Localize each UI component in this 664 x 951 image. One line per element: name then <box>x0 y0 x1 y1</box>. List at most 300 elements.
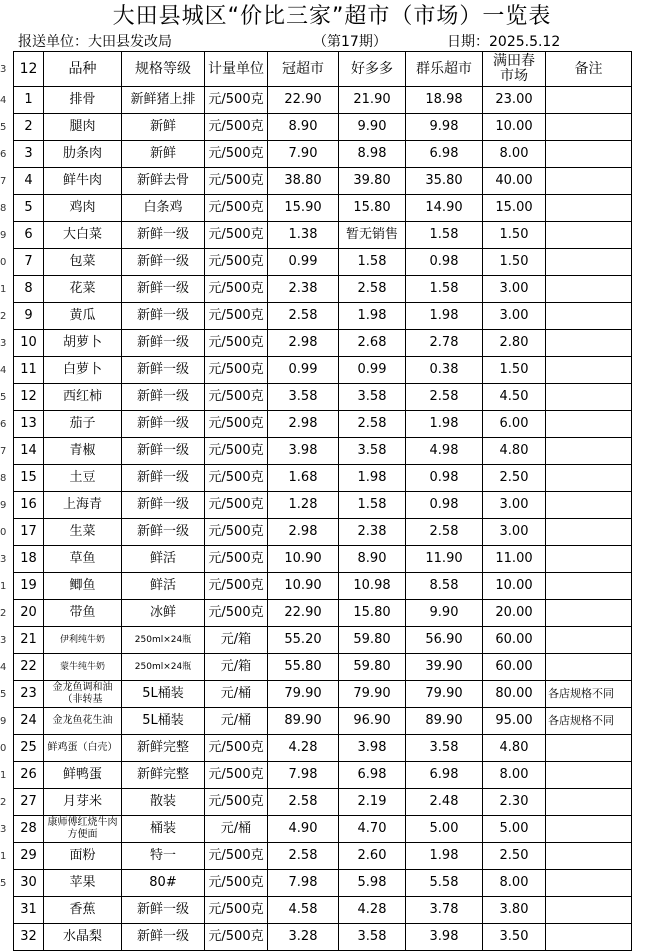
note <box>546 654 632 681</box>
measure-unit: 元/500克 <box>205 735 268 762</box>
measure-unit: 元/500克 <box>205 168 268 195</box>
price-store-3: 0.98 <box>406 492 483 519</box>
item-name: 生菜 <box>44 519 122 546</box>
header-store-3: 群乐超市 <box>406 52 483 87</box>
price-store-3: 89.90 <box>406 708 483 735</box>
price-store-2: 2.58 <box>339 276 406 303</box>
row-number: 3 <box>0 634 7 646</box>
price-store-1: 1.68 <box>268 465 339 492</box>
row-number: 5 <box>0 877 7 889</box>
price-store-3: 0.38 <box>406 357 483 384</box>
row-number: 0 <box>0 256 7 268</box>
note <box>546 195 632 222</box>
price-store-4: 10.00 <box>483 114 546 141</box>
spec-grade: 新鲜去骨 <box>122 168 205 195</box>
price-store-1: 15.90 <box>268 195 339 222</box>
row-index: 9 <box>14 303 44 330</box>
item-name: 金龙鱼调和油（非转基 <box>44 681 122 708</box>
item-name: 土豆 <box>44 465 122 492</box>
row-number: 1 <box>0 580 7 592</box>
table-row <box>14 141 632 168</box>
price-store-1: 2.98 <box>268 330 339 357</box>
row-index: 21 <box>14 627 44 654</box>
row-number: 5 <box>0 688 7 700</box>
table-row <box>14 222 632 249</box>
table-row <box>14 735 632 762</box>
note <box>546 924 632 951</box>
measure-unit: 元/500克 <box>205 222 268 249</box>
price-store-1: 0.99 <box>268 357 339 384</box>
row-index: 32 <box>14 924 44 951</box>
price-store-1: 4.28 <box>268 735 339 762</box>
price-store-2: 9.90 <box>339 114 406 141</box>
price-store-1: 10.90 <box>268 546 339 573</box>
note <box>546 222 632 249</box>
price-store-3: 18.98 <box>406 87 483 114</box>
spec-grade: 散装 <box>122 789 205 816</box>
price-store-3: 5.00 <box>406 816 483 843</box>
price-table <box>13 51 632 951</box>
item-name: 胡萝卜 <box>44 330 122 357</box>
price-store-1: 89.90 <box>268 708 339 735</box>
row-index: 29 <box>14 843 44 870</box>
spec-grade: 新鲜 <box>122 141 205 168</box>
note <box>546 87 632 114</box>
price-store-2: 59.80 <box>339 627 406 654</box>
item-name: 花菜 <box>44 276 122 303</box>
price-store-2: 1.58 <box>339 249 406 276</box>
item-name: 西红柿 <box>44 384 122 411</box>
note <box>546 411 632 438</box>
item-name: 带鱼 <box>44 600 122 627</box>
price-store-3: 3.58 <box>406 735 483 762</box>
spec-grade: 新鲜一级 <box>122 924 205 951</box>
measure-unit: 元/500克 <box>205 249 268 276</box>
price-store-1: 79.90 <box>268 681 339 708</box>
row-index: 23 <box>14 681 44 708</box>
row-number: 1 <box>0 769 7 781</box>
table-row <box>14 330 632 357</box>
price-store-4: 20.00 <box>483 600 546 627</box>
price-store-4: 3.50 <box>483 924 546 951</box>
price-store-1: 7.90 <box>268 141 339 168</box>
row-number: 1 <box>0 850 7 862</box>
spec-grade: 250ml×24瓶 <box>122 627 205 654</box>
note <box>546 600 632 627</box>
price-store-3: 2.58 <box>406 384 483 411</box>
row-index: 31 <box>14 897 44 924</box>
table-row <box>14 168 632 195</box>
price-store-3: 1.98 <box>406 303 483 330</box>
header-store-2: 好多多 <box>339 52 406 87</box>
price-store-1: 3.58 <box>268 384 339 411</box>
measure-unit: 元/500克 <box>205 357 268 384</box>
price-store-2: 5.98 <box>339 870 406 897</box>
row-number: 4 <box>0 364 7 376</box>
row-index: 20 <box>14 600 44 627</box>
measure-unit: 元/500克 <box>205 276 268 303</box>
measure-unit: 元/箱 <box>205 654 268 681</box>
price-store-3: 2.78 <box>406 330 483 357</box>
row-number: 2 <box>0 310 7 322</box>
header-store-4: 满田春市场 <box>483 52 546 87</box>
price-store-1: 55.20 <box>268 627 339 654</box>
price-store-4: 4.80 <box>483 735 546 762</box>
measure-unit: 元/500克 <box>205 546 268 573</box>
note <box>546 546 632 573</box>
price-store-4: 4.50 <box>483 384 546 411</box>
price-store-3: 79.90 <box>406 681 483 708</box>
price-store-4: 6.00 <box>483 411 546 438</box>
spec-grade: 新鲜一级 <box>122 438 205 465</box>
measure-unit: 元/500克 <box>205 438 268 465</box>
note <box>546 438 632 465</box>
price-store-1: 8.90 <box>268 114 339 141</box>
row-index: 1 <box>14 87 44 114</box>
table-row <box>14 789 632 816</box>
spec-grade: 新鲜一级 <box>122 330 205 357</box>
price-store-4: 10.00 <box>483 573 546 600</box>
note <box>546 168 632 195</box>
note <box>546 762 632 789</box>
table-row <box>14 87 632 114</box>
price-store-1: 4.90 <box>268 816 339 843</box>
item-name: 面粉 <box>44 843 122 870</box>
spec-grade: 白条鸡 <box>122 195 205 222</box>
note <box>546 276 632 303</box>
note <box>546 384 632 411</box>
item-name: 包菜 <box>44 249 122 276</box>
price-store-1: 3.98 <box>268 438 339 465</box>
spec-grade: 新鲜一级 <box>122 492 205 519</box>
price-store-4: 2.50 <box>483 843 546 870</box>
item-name: 金龙鱼花生油 <box>44 708 122 735</box>
price-store-4: 3.00 <box>483 492 546 519</box>
header-store-1: 冠超市 <box>268 52 339 87</box>
measure-unit: 元/500克 <box>205 924 268 951</box>
price-store-3: 14.90 <box>406 195 483 222</box>
row-number: 2 <box>0 607 7 619</box>
row-index: 28 <box>14 816 44 843</box>
table-row <box>14 384 632 411</box>
spec-grade: 新鲜一级 <box>122 276 205 303</box>
row-index: 8 <box>14 276 44 303</box>
price-store-2: 6.98 <box>339 762 406 789</box>
table-row <box>14 843 632 870</box>
price-store-1: 4.58 <box>268 897 339 924</box>
row-index: 17 <box>14 519 44 546</box>
price-store-2: 21.90 <box>339 87 406 114</box>
header-index: 12 <box>14 52 44 87</box>
price-store-4: 1.50 <box>483 222 546 249</box>
table-row <box>14 897 632 924</box>
table-row <box>14 195 632 222</box>
row-index: 30 <box>14 870 44 897</box>
price-store-4: 95.00 <box>483 708 546 735</box>
price-store-2: 0.99 <box>339 357 406 384</box>
note <box>546 816 632 843</box>
price-store-2: 79.90 <box>339 681 406 708</box>
price-store-2: 2.58 <box>339 411 406 438</box>
measure-unit: 元/500克 <box>205 843 268 870</box>
header-measure-unit: 计量单位 <box>205 52 268 87</box>
item-name: 苹果 <box>44 870 122 897</box>
price-store-3: 3.98 <box>406 924 483 951</box>
table-row <box>14 654 632 681</box>
price-store-3: 2.58 <box>406 519 483 546</box>
price-store-4: 11.00 <box>483 546 546 573</box>
price-store-1: 2.58 <box>268 789 339 816</box>
row-number: 9 <box>0 229 7 241</box>
measure-unit: 元/500克 <box>205 762 268 789</box>
spec-grade: 5L桶装 <box>122 708 205 735</box>
price-store-2: 39.80 <box>339 168 406 195</box>
price-store-3: 11.90 <box>406 546 483 573</box>
row-index: 11 <box>14 357 44 384</box>
spec-grade: 新鲜一级 <box>122 897 205 924</box>
note <box>546 870 632 897</box>
price-store-4: 80.00 <box>483 681 546 708</box>
spec-grade: 鲜活 <box>122 573 205 600</box>
price-store-3: 39.90 <box>406 654 483 681</box>
spec-grade: 新鲜一级 <box>122 303 205 330</box>
row-index: 26 <box>14 762 44 789</box>
table-row <box>14 870 632 897</box>
row-index: 2 <box>14 114 44 141</box>
row-index: 14 <box>14 438 44 465</box>
spec-grade: 新鲜 <box>122 114 205 141</box>
spec-grade: 新鲜一级 <box>122 249 205 276</box>
table-row <box>14 492 632 519</box>
row-number: 6 <box>0 418 7 430</box>
row-index: 18 <box>14 546 44 573</box>
note <box>546 465 632 492</box>
note <box>546 843 632 870</box>
row-number: 3 <box>0 823 7 835</box>
price-store-4: 3.80 <box>483 897 546 924</box>
row-index: 6 <box>14 222 44 249</box>
item-name: 鲜鸡蛋（白壳） <box>44 735 122 762</box>
note <box>546 141 632 168</box>
measure-unit: 元/500克 <box>205 519 268 546</box>
price-store-3: 0.98 <box>406 249 483 276</box>
table-row <box>14 519 632 546</box>
price-store-1: 2.58 <box>268 843 339 870</box>
row-number: 3 <box>0 63 7 75</box>
note <box>546 492 632 519</box>
measure-unit: 元/500克 <box>205 303 268 330</box>
price-store-2: 2.38 <box>339 519 406 546</box>
measure-unit: 元/桶 <box>205 708 268 735</box>
table-row <box>14 438 632 465</box>
price-store-2: 15.80 <box>339 195 406 222</box>
row-number: 4 <box>0 661 7 673</box>
table-row <box>14 357 632 384</box>
row-number: 9 <box>0 499 7 511</box>
price-store-3: 3.78 <box>406 897 483 924</box>
item-name: 茄子 <box>44 411 122 438</box>
row-number: 7 <box>0 175 7 187</box>
spec-grade: 特一 <box>122 843 205 870</box>
item-name: 肋条肉 <box>44 141 122 168</box>
price-store-3: 5.58 <box>406 870 483 897</box>
measure-unit: 元/500克 <box>205 492 268 519</box>
note <box>546 897 632 924</box>
item-name: 上海青 <box>44 492 122 519</box>
spec-grade: 新鲜完整 <box>122 735 205 762</box>
price-store-4: 40.00 <box>483 168 546 195</box>
measure-unit: 元/桶 <box>205 816 268 843</box>
price-store-3: 0.98 <box>406 465 483 492</box>
row-index: 15 <box>14 465 44 492</box>
measure-unit: 元/500克 <box>205 573 268 600</box>
price-store-1: 2.58 <box>268 303 339 330</box>
measure-unit: 元/500克 <box>205 330 268 357</box>
price-store-1: 1.38 <box>268 222 339 249</box>
price-store-2: 1.98 <box>339 465 406 492</box>
row-number: 8 <box>0 472 7 484</box>
header-spec: 规格等级 <box>122 52 205 87</box>
price-store-3: 35.80 <box>406 168 483 195</box>
item-name: 大白菜 <box>44 222 122 249</box>
spec-grade: 新鲜猪上排 <box>122 87 205 114</box>
spec-grade: 鲜活 <box>122 546 205 573</box>
price-store-4: 8.00 <box>483 141 546 168</box>
price-store-3: 8.58 <box>406 573 483 600</box>
item-name: 鲫鱼 <box>44 573 122 600</box>
table-row <box>14 249 632 276</box>
price-store-4: 3.00 <box>483 276 546 303</box>
measure-unit: 元/500克 <box>205 384 268 411</box>
price-store-3: 56.90 <box>406 627 483 654</box>
item-name: 水晶梨 <box>44 924 122 951</box>
price-store-2: 96.90 <box>339 708 406 735</box>
price-store-2: 1.98 <box>339 303 406 330</box>
row-index: 4 <box>14 168 44 195</box>
price-store-1: 3.28 <box>268 924 339 951</box>
table-row <box>14 681 632 708</box>
row-number: 4 <box>0 94 7 106</box>
price-store-4: 3.00 <box>483 519 546 546</box>
price-store-4: 1.50 <box>483 249 546 276</box>
price-store-2: 3.58 <box>339 384 406 411</box>
table-row <box>14 816 632 843</box>
note <box>546 114 632 141</box>
price-store-1: 7.98 <box>268 762 339 789</box>
price-store-4: 4.80 <box>483 438 546 465</box>
price-store-4: 60.00 <box>483 627 546 654</box>
row-number: 7 <box>0 445 7 457</box>
row-number: 6 <box>0 148 7 160</box>
spec-grade: 桶装 <box>122 816 205 843</box>
spec-grade: 新鲜一级 <box>122 411 205 438</box>
price-store-4: 5.00 <box>483 816 546 843</box>
price-store-1: 7.98 <box>268 870 339 897</box>
spec-grade: 250ml×24瓶 <box>122 654 205 681</box>
price-store-2: 暂无销售 <box>339 222 406 249</box>
issue-number: （第17期） <box>313 34 387 50</box>
row-index: 3 <box>14 141 44 168</box>
measure-unit: 元/箱 <box>205 627 268 654</box>
price-store-2: 1.58 <box>339 492 406 519</box>
note: 各店规格不同 <box>546 681 632 708</box>
table-row <box>14 762 632 789</box>
row-number: 3 <box>0 337 7 349</box>
item-name: 鲜鸭蛋 <box>44 762 122 789</box>
measure-unit: 元/500克 <box>205 87 268 114</box>
item-name: 黄瓜 <box>44 303 122 330</box>
item-name: 香蕉 <box>44 897 122 924</box>
row-index: 7 <box>14 249 44 276</box>
header-item: 品种 <box>44 52 122 87</box>
price-store-3: 9.98 <box>406 114 483 141</box>
spec-grade: 新鲜一级 <box>122 465 205 492</box>
price-store-4: 2.30 <box>483 789 546 816</box>
item-name: 蒙牛纯牛奶 <box>44 654 122 681</box>
table-row <box>14 708 632 735</box>
note <box>546 330 632 357</box>
page-title: 大田县城区“价比三家”超市（市场）一览表 <box>112 4 552 29</box>
price-store-1: 38.80 <box>268 168 339 195</box>
row-number: 3 <box>0 553 7 565</box>
price-store-3: 1.98 <box>406 411 483 438</box>
price-store-3: 1.58 <box>406 276 483 303</box>
price-store-4: 15.00 <box>483 195 546 222</box>
row-index: 25 <box>14 735 44 762</box>
price-store-4: 3.00 <box>483 303 546 330</box>
price-store-3: 6.98 <box>406 762 483 789</box>
row-index: 5 <box>14 195 44 222</box>
header-note: 备注 <box>546 52 632 87</box>
table-row <box>14 546 632 573</box>
row-index: 10 <box>14 330 44 357</box>
price-store-1: 10.90 <box>268 573 339 600</box>
spec-grade: 80# <box>122 870 205 897</box>
price-store-2: 15.80 <box>339 600 406 627</box>
price-store-2: 4.70 <box>339 816 406 843</box>
spec-grade: 新鲜一级 <box>122 519 205 546</box>
price-store-4: 8.00 <box>483 762 546 789</box>
price-store-3: 1.58 <box>406 222 483 249</box>
table-row <box>14 465 632 492</box>
note <box>546 519 632 546</box>
row-index: 16 <box>14 492 44 519</box>
row-index: 19 <box>14 573 44 600</box>
item-name: 月芽米 <box>44 789 122 816</box>
price-store-2: 8.90 <box>339 546 406 573</box>
price-store-3: 2.48 <box>406 789 483 816</box>
spec-grade: 新鲜一级 <box>122 384 205 411</box>
price-store-2: 3.58 <box>339 438 406 465</box>
item-name: 康师傅红烧牛肉方便面 <box>44 816 122 843</box>
measure-unit: 元/桶 <box>205 681 268 708</box>
price-store-4: 60.00 <box>483 654 546 681</box>
price-store-4: 1.50 <box>483 357 546 384</box>
item-name: 白萝卜 <box>44 357 122 384</box>
spec-grade: 新鲜一级 <box>122 357 205 384</box>
measure-unit: 元/500克 <box>205 870 268 897</box>
price-store-2: 59.80 <box>339 654 406 681</box>
spec-grade: 5L桶装 <box>122 681 205 708</box>
table-row <box>14 924 632 951</box>
table-row <box>14 627 632 654</box>
measure-unit: 元/500克 <box>205 465 268 492</box>
price-store-3: 1.98 <box>406 843 483 870</box>
price-store-1: 2.98 <box>268 519 339 546</box>
spec-grade: 冰鲜 <box>122 600 205 627</box>
price-store-1: 0.99 <box>268 249 339 276</box>
measure-unit: 元/500克 <box>205 789 268 816</box>
